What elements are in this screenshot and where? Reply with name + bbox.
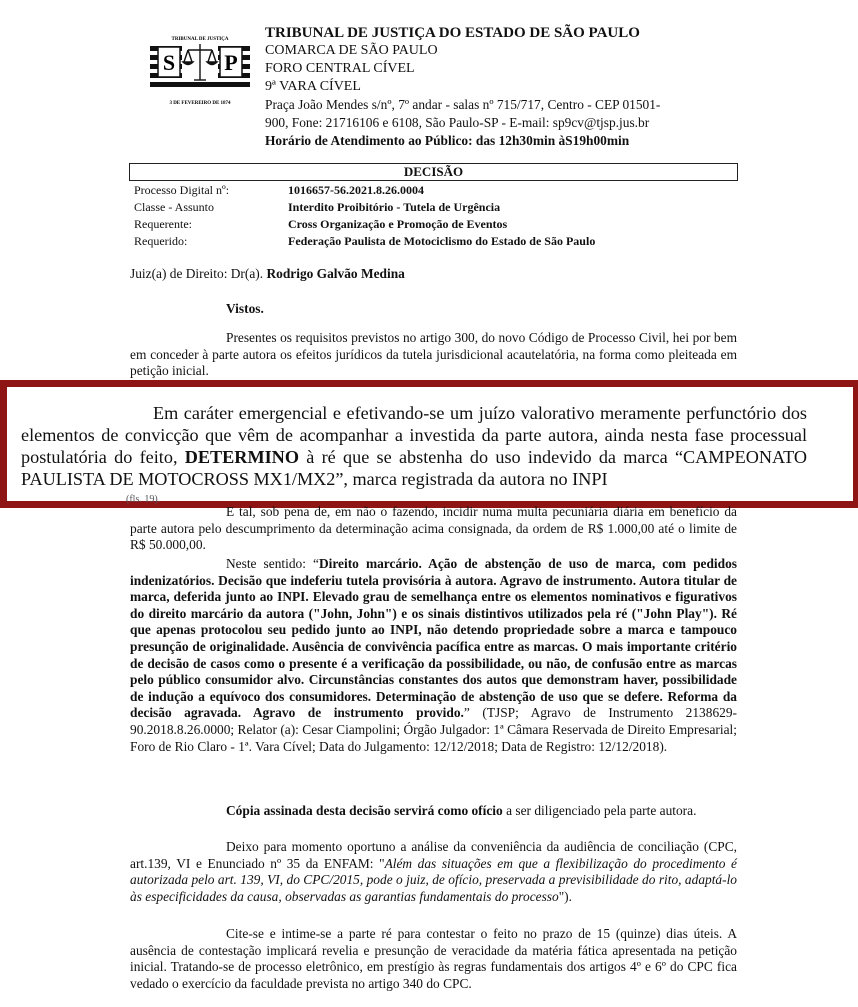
paragraph-6: Cite-se e intime-se a parte ré para contestar o feito no prazo de 15 (quinze) dias úteis. A ausência de contestação implicará revelia e presunção de veracidade da matéria fática apresentada na petição inicial. Tratando-se de processo eletrônico, em prestígio às regras fundamentais dos artigos 4º e 6º do CPC fica vedado o exercício da faculdade prevista no artigo 340 do CPC. [130,926,737,991]
plaintiff-label: Requerente: [134,217,192,231]
highlight-box [0,380,858,508]
paragraph-1: Presentes os requisitos previstos no artigo 300, do novo Código de Processo Civil, hei por bem em conceder à parte autora os efeitos jurídicos da tutela jurisdicional acautelatória, na forma como pleiteada em petição inicial. [130,330,737,379]
court-name: TRIBUNAL DE JUSTIÇA DO ESTADO DE SÃO PAULO [265,25,640,41]
cut-off-text: (fls. 19). [126,494,161,505]
logo-date-text: 3 DE FEVEREIRO DE 1874 [169,101,231,106]
vistos-heading: Vistos. [226,301,264,316]
logo-banner-text: TRIBUNAL DE JUSTIÇA [171,37,229,42]
plaintiff-value: Cross Organização e Promoção de Eventos [288,217,508,231]
paragraph-4: Cópia assinada desta decisão servirá como ofício a ser diligenciado pela parte autora. [226,803,697,818]
defendant-value: Federação Paulista de Motociclismo do Estado de São Paulo [288,234,596,248]
process-label: Processo Digital nº: [134,183,230,197]
judge-prefix: Juiz(a) de Direito: Dr(a). [130,266,264,281]
vara: 9ª VARA CÍVEL [265,79,361,94]
logo-letter-left: S [162,50,176,75]
paragraph-3-citation: Neste sentido: “Direito marcário. Ação de abstenção de uso de marca, com pedidos indenizatórios. Decisão que indeferiu tutela provisória à autora. Agravo de instrumento. Autora titular de marca, deferida junto ao INPI. Elevado grau de semelhança entre os elementos nominativos e figurativos do direito marcário da autora ("John, John") e os sinais distintivos utilizados pela ré ("John Play"). Ré que apenas protocolou seu pedido junto ao INPI, não detendo propriedade sobre a marca e tampouco presunção de originalidade. Ausência de convivência pacífica entre as marcas. O mais importante critério de decisão de casos como o presente é a verificação da possibilidade, ou não, de confusão entre as marcas pelo público consumidor alvo. Circunstâncias constantes dos autos que demonstram haver, possibilidade de indução a equívoco dos consumidores. Determinação de abstenção de uso que se defere. Reforma da decisão agravada. Agravo de instrumento provido.” (TJSP; Agravo de Instrumento 2138629-90.2018.8.26.0000; Relator (a): Cesar Ciampolini; Órgão Julgador: 1ª Câmara Reservada de Direito Empresarial; Foro de Rio Claro - 1ª. Vara Cível; Data do Julgamento: 12/12/2018; Data de Registro: 12/12/2018). [130,556,737,754]
class-value: Interdito Proibitório - Tutela de Urgência [288,200,501,214]
office-hours: Horário de Atendimento ao Público: das 12h30min àS19h00min [265,133,630,148]
foro: FORO CENTRAL CÍVEL [265,61,415,76]
judge-name: Rodrigo Galvão Medina [266,266,405,281]
comarca: COMARCA DE SÃO PAULO [265,43,438,58]
process-value: 1016657-56.2021.8.26.0004 [288,183,424,197]
address-line-1: Praça João Mendes s/nº, 7º andar - salas nº 715/717, Centro - CEP 01501- [265,97,661,112]
highlight-text: Em caráter emergencial e efetivando-se um juízo valorativo meramente perfunctório dos elementos de convicção que vêm de acompanhar a investida da parte autora, ainda nesta fase processual postulatória do feito, DETERMINO à ré que se abstenha do uso indevido da marca “CAMPEONATO PAULISTA DE MOTOCROSS MX1/MX2”, marca registrada da autora no INPI [21,403,808,489]
court-seal-logo [148,34,252,110]
scales-icon [183,44,217,80]
judge-line [130,266,405,282]
defendant-label: Requerido: [134,234,188,248]
logo-letter-right: P [224,50,238,75]
class-label: Classe - Assunto [134,200,215,214]
paragraph-5: Deixo para momento oportuno a análise da conveniência da audiência de conciliação (CPC, art.139, VI e Enunciado nº 35 da ENFAM: "Além das situações em que a flexibilização do procedimento é autorizada pelo art. 139, VI, do CPC/2015, pode o juiz, de ofício, preservada a previsibilidade do rito, adaptá-lo às especificidades da causa, observadas as garantias fundamentais do processo"). [130,839,737,904]
paragraph-2: E tal, sob pena de, em não o fazendo, incidir numa multa pecuniária diária em benefício da parte autora pelo descumprimento da determinação acima consignada, da ordem de R$ 1.000,00 até o limite de R$ 50.000,00. [130,504,737,553]
decision-title: DECISÃO [129,163,738,181]
determino-keyword: DETERMINO [184,447,299,467]
address-line-2: 900, Fone: 21716106 e 6108, São Paulo-SP - E-mail: sp9cv@tjsp.jus.br [265,115,650,130]
